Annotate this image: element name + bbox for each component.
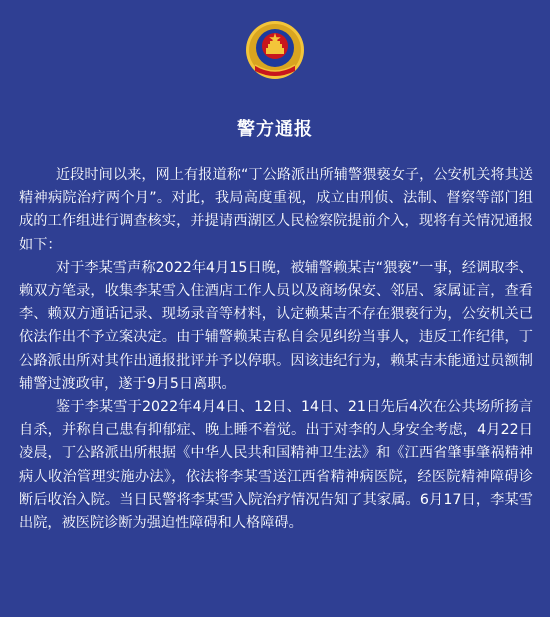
notice-body xyxy=(19,164,533,535)
police-emblem-icon xyxy=(243,19,307,83)
paragraph-investigation: 对于李某雪声称2022年4月15日晚，被辅警赖某吉“猥亵”一事，经调取李、赖双方笔录，收集李某雪入住酒店工作人员以及商场保安、邻居、家属证言，查看李、赖双方通话记录、现场录音等材料，认定赖某吉不存在猥亵行为，公安机关已依法作出不予立案决定。由于辅警赖某吉私自会见纠纷当事人，违反工作纪律，丁公路派出所对其作出通报批评并予以停职。因该违纪行为，赖某吉未能通过员额制辅警过渡政审，遂于9月5日离职。 xyxy=(19,259,533,392)
paragraph-intro: 近段时间以来，网上有报道称“丁公路派出所辅警猥亵女子，公安机关将其送精神病院治疗两个月”。对此，我局高度重视，成立由刑侦、法制、督察等部门组成的工作组进行调查核实，并提请西湖区人民检察院提前介入，现将有关情况通报如下： xyxy=(19,167,533,253)
paragraph-treatment: 鉴于李某雪于2022年4月4日、12日、14日、21日先后4次在公共场所扬言自杀，并称自己患有抑郁症、晚上睡不着觉。出于对李的人身安全考虑，4月22日凌晨，丁公路派出所根据《中华人民共和国精神卫生法》和《江西省肇事肇祸精神病人收治管理实施办法》，依法将李某雪送江西省精神病医院，经医院精神障碍诊断后收治入院。当日民警将李某雪入院治疗情况告知了其家属。6月17日，李某雪出院，被医院诊断为强迫性障碍和人格障碍。 xyxy=(19,399,533,532)
page-title: 警方通报 xyxy=(237,119,313,140)
